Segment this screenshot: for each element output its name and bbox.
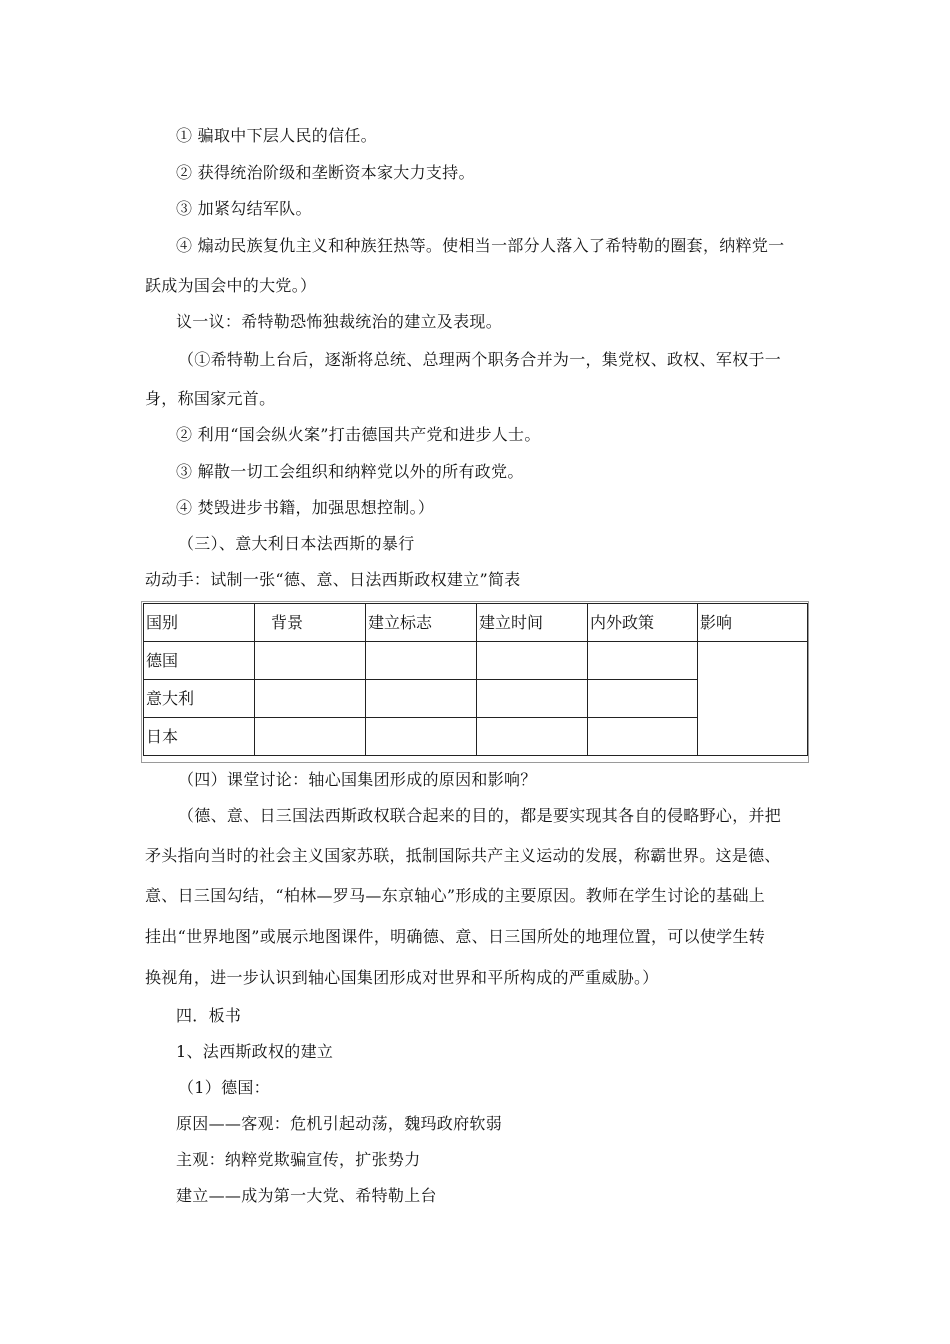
paragraph: 议一议：希特勒恐怖独裁统治的建立及表现。 <box>176 312 503 331</box>
paragraph: ① 骗取中下层人民的信任。 <box>176 126 377 145</box>
paragraph: ② 利用“国会纵火案”打击德国共产党和进步人士。 <box>176 425 541 444</box>
table-cell <box>588 642 698 680</box>
paragraph: （德、意、日三国法西斯政权联合起来的目的，都是要实现其各自的侵略野心，并把 <box>178 806 782 825</box>
paragraph: ④ 煽动民族复仇主义和种族狂热等。使相当一部分人落入了希特勒的圈套，纳粹党一 <box>176 236 785 255</box>
paragraph: 挂出“世界地图”或展示地图课件，明确德、意、日三国所处的地理位置，可以使学生转 <box>145 927 766 946</box>
paragraph: 动动手：试制一张“德、意、日法西斯政权建立”简表 <box>145 570 521 589</box>
subheading: 1、法西斯政权的建立 <box>176 1042 334 1061</box>
row-label: 意大利 <box>144 680 255 718</box>
paragraph: ③ 加紧勾结军队。 <box>176 199 312 218</box>
paragraph: 主观：纳粹党欺骗宣传，扩张势力 <box>176 1150 421 1169</box>
section-heading: 四．板书 <box>176 1006 242 1025</box>
section-heading: （四）课堂讨论：轴心国集团形成的原因和影响？ <box>178 770 537 789</box>
table-cell <box>366 642 477 680</box>
table-cell <box>255 718 366 756</box>
header-cell: 影响 <box>698 604 808 642</box>
table-cell <box>588 680 698 718</box>
table-row <box>144 642 808 680</box>
paragraph: （①希特勒上台后，逐渐将总统、总理两个职务合并为一，集党权、政权、军权于一 <box>178 350 782 369</box>
table-cell <box>366 680 477 718</box>
row-label: 日本 <box>144 718 255 756</box>
table-cell <box>477 680 588 718</box>
table-cell <box>255 642 366 680</box>
header-cell: 背景 <box>255 604 366 642</box>
influence-cell <box>698 642 808 756</box>
paragraph: 换视角，进一步认识到轴心国集团形成对世界和平所构成的严重威胁。） <box>145 968 659 987</box>
paragraph: 意、日三国勾结，“柏林—罗马—东京轴心”形成的主要原因。教师在学生讨论的基础上 <box>145 886 766 905</box>
table-cell <box>588 718 698 756</box>
paragraph: 矛头指向当时的社会主义国家苏联，抵制国际共产主义运动的发展，称霸世界。这是德、 <box>145 846 781 865</box>
table-cell <box>477 642 588 680</box>
paragraph: ④ 焚毁进步书籍，加强思想控制。） <box>176 498 435 517</box>
paragraph: 跃成为国会中的大党。） <box>145 276 317 295</box>
section-heading: （三）、意大利日本法西斯的暴行 <box>178 534 415 553</box>
header-cell: 建立时间 <box>477 604 588 642</box>
header-cell: 建立标志 <box>366 604 477 642</box>
table-header-row <box>144 604 808 642</box>
header-cell: 国别 <box>144 604 255 642</box>
table-cell <box>366 718 477 756</box>
table-cell <box>255 680 366 718</box>
paragraph: ③ 解散一切工会组织和纳粹党以外的所有政党。 <box>176 462 524 481</box>
paragraph: ② 获得统治阶级和垄断资本家大力支持。 <box>176 163 475 182</box>
table-cell <box>477 718 588 756</box>
paragraph: 身，称国家元首。 <box>145 389 276 408</box>
subheading: （1）德国： <box>178 1078 270 1097</box>
fascism-table <box>143 603 808 756</box>
row-label: 德国 <box>144 642 255 680</box>
paragraph: 原因——客观：危机引起动荡，魏玛政府软弱 <box>176 1114 503 1133</box>
paragraph: 建立——成为第一大党、希特勒上台 <box>176 1186 437 1205</box>
header-cell: 内外政策 <box>588 604 698 642</box>
